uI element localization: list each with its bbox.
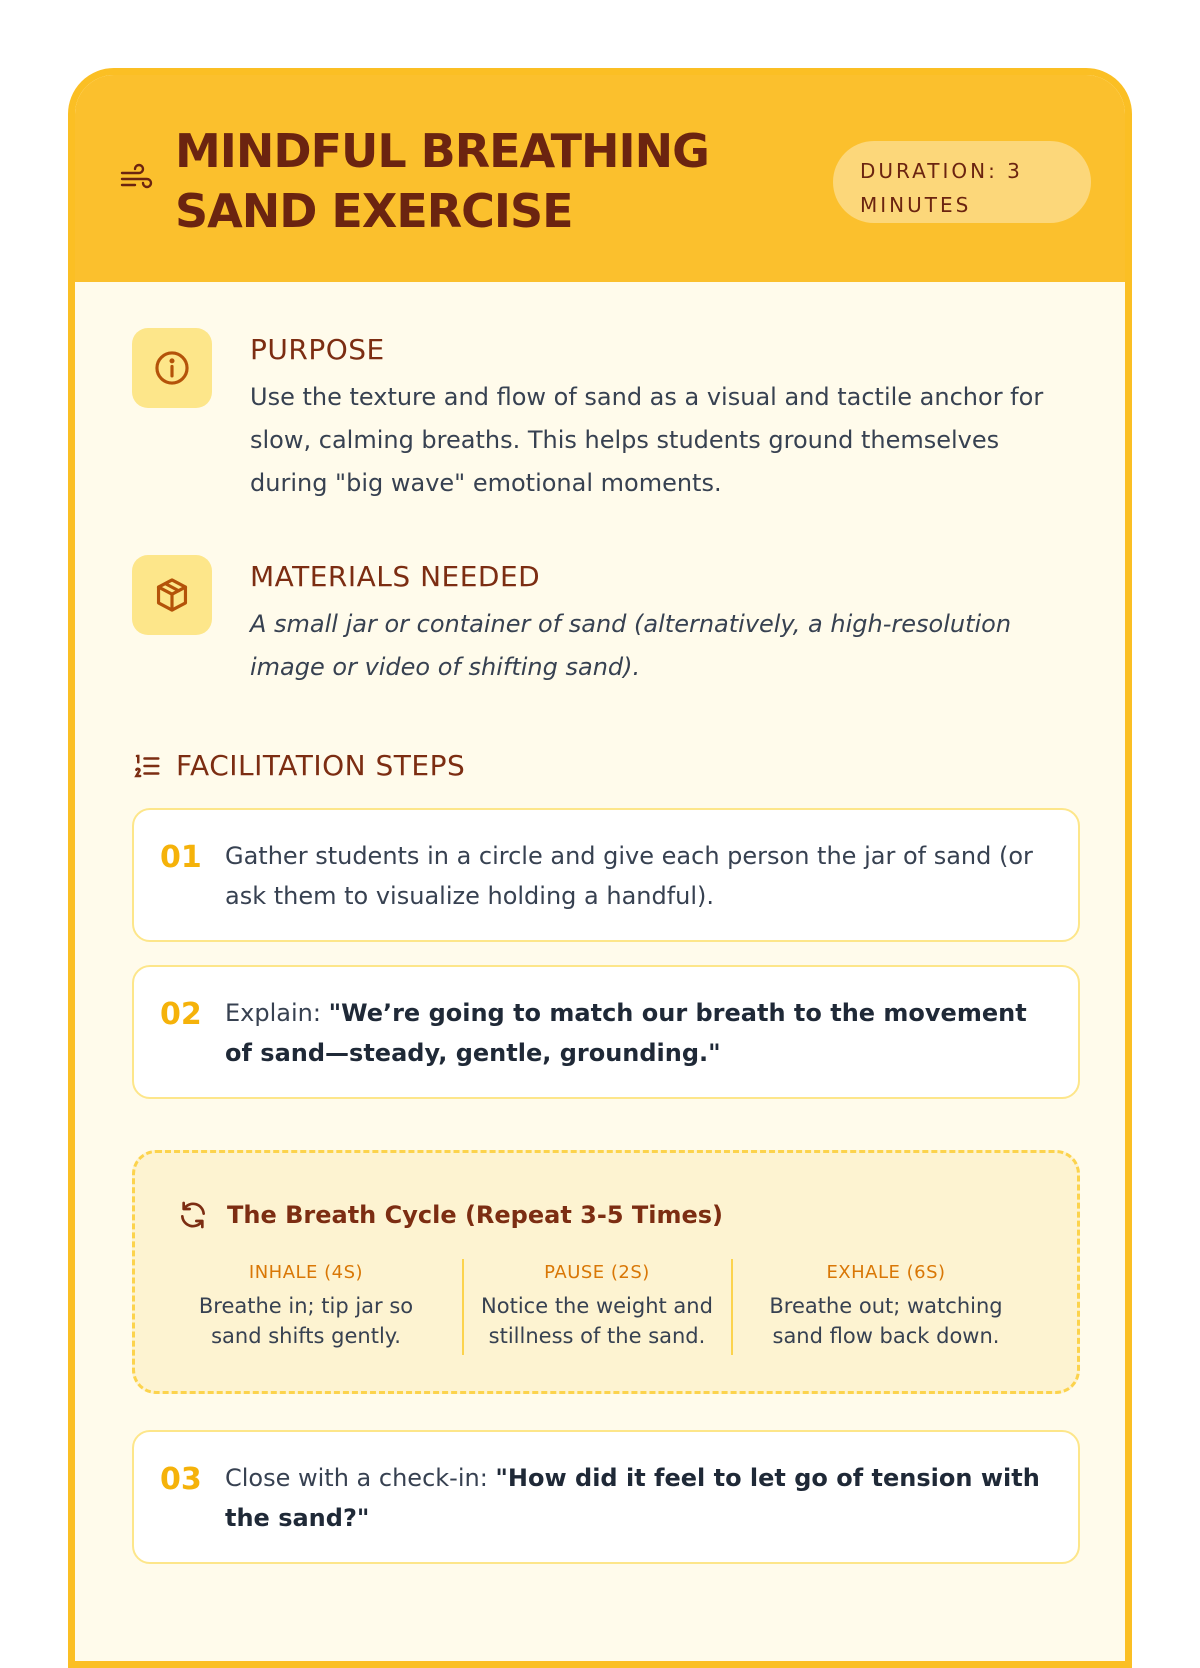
phase-text: Breathe out; watching sand flow back down. <box>769 1294 1003 1348</box>
page-title: MINDFUL BREATHING SAND EXERCISE <box>175 124 709 238</box>
phase-text: Notice the weight and stillness of the sand. <box>481 1294 713 1348</box>
step-text <box>225 1458 1055 1538</box>
facilitation-steps-title: FACILITATION STEPS <box>176 749 466 782</box>
phase-pause <box>477 1259 717 1355</box>
step-number: 01 <box>160 840 202 875</box>
phase-inhale <box>171 1259 441 1355</box>
phase-title: INHALE (4S) <box>248 1262 364 1283</box>
step-prefix: Close with a check-in: <box>225 1464 496 1492</box>
materials-text: A small jar or container of sand (alternatively, a high-resolution image or video of shifting sand). <box>250 610 1012 681</box>
phase-divider <box>462 1259 464 1355</box>
step-text: Gather students in a circle and give each person the jar of sand (or ask them to visualize holding a handful). <box>225 842 1033 910</box>
step-number: 02 <box>160 997 202 1032</box>
info-icon <box>132 328 212 408</box>
breath-cycle-box <box>132 1150 1080 1394</box>
package-icon <box>132 555 212 635</box>
step-card <box>132 1430 1080 1564</box>
step-quote: "We’re going to match our breath to the movement of sand—steady, gentle, grounding." <box>225 999 1027 1067</box>
purpose-text: Use the texture and flow of sand as a visual and tactile anchor for slow, calming breaths. This helps students ground themselves during "big wave" emotional moments. <box>250 383 1044 497</box>
facilitation-steps-heading <box>132 749 465 782</box>
step-text <box>225 993 1055 1073</box>
purpose-title: PURPOSE <box>250 333 385 366</box>
step-card <box>132 808 1080 942</box>
phase-divider <box>731 1259 733 1355</box>
phase-exhale <box>761 1259 1011 1355</box>
step-prefix: Explain: <box>225 999 329 1027</box>
phase-title: PAUSE (2S) <box>544 1262 650 1283</box>
step-number: 03 <box>160 1462 202 1497</box>
step-quote: "How did it feel to let go of tension with the sand?" <box>225 1464 1040 1532</box>
refresh-icon <box>177 1199 209 1231</box>
phase-title: EXHALE (6S) <box>826 1262 946 1283</box>
breath-cycle-title: The Breath Cycle (Repeat 3-5 Times) <box>227 1201 724 1229</box>
exercise-card <box>68 68 1132 1668</box>
breath-phases <box>171 1259 1047 1355</box>
breath-cycle-heading <box>177 1199 723 1231</box>
wind-icon <box>119 163 155 193</box>
duration-badge: DURATION: 3 MINUTES <box>833 141 1091 223</box>
step-card <box>132 965 1080 1099</box>
materials-title: MATERIALS NEEDED <box>250 560 541 593</box>
list-ordered-icon <box>132 751 162 781</box>
card-header <box>75 75 1125 282</box>
phase-text: Breathe in; tip jar so sand shifts gently. <box>198 1294 414 1348</box>
